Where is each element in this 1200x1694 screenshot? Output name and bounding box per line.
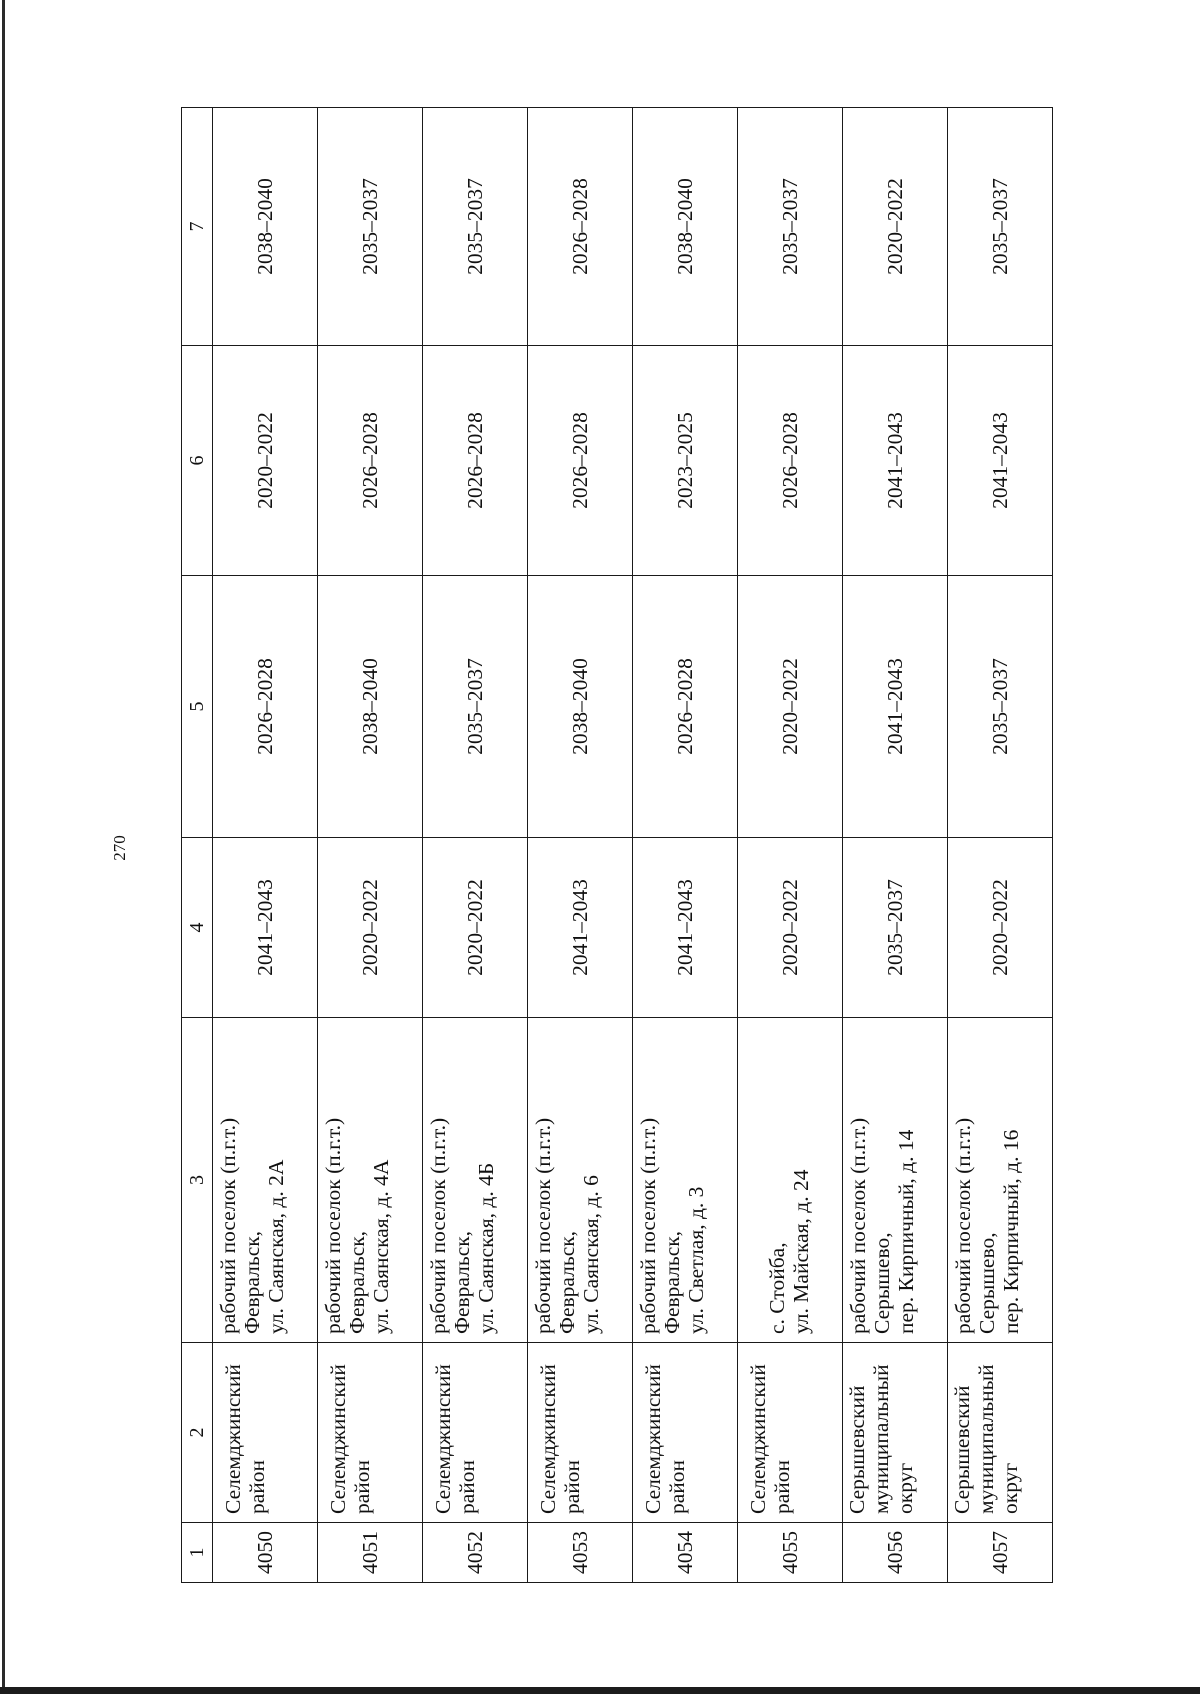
row-number: 4057 [948,1523,1053,1583]
period-cell-col5: 2020–2022 [738,576,843,838]
period-cell-col5: 2038–2040 [318,576,423,838]
row-number: 4056 [843,1523,948,1583]
period-cell-col7: 2035–2037 [423,108,528,346]
table-row [738,108,843,1583]
address-cell [423,1018,528,1343]
address-line: рабочий поселок (п.г.т.) [216,1117,240,1334]
period-cell-col6: 2026–2028 [528,346,633,576]
district-line: округ [893,1462,918,1514]
district-line: Селемджинский [326,1364,350,1514]
district-line: Серышевский [950,1385,974,1514]
period-cell-col7: 2020–2022 [843,108,948,346]
table-row [318,108,423,1583]
table-row [948,108,1053,1583]
district-line: район [665,1459,690,1514]
address-line: ул. Саянская, д. 2А [264,1159,289,1334]
period-cell-col6: 2026–2028 [318,346,423,576]
district-cell [738,1343,843,1523]
schedule-table [181,107,1053,1583]
address-cell [528,1018,633,1343]
period-cell-col4: 2020–2022 [738,838,843,1018]
header-cell: 6 [182,346,213,576]
scan-edge-bottom [0,1687,1200,1694]
period-cell-col7: 2038–2040 [633,108,738,346]
district-cell [318,1343,423,1523]
district-cell [843,1343,948,1523]
district-line: район [455,1459,480,1514]
period-cell-col5: 2035–2037 [423,576,528,838]
district-line: Селемджинский [641,1364,665,1514]
header-cell: 1 [182,1523,213,1583]
address-line: Февральск, [240,1230,265,1334]
period-cell-col5: 2038–2040 [528,576,633,838]
address-cell [213,1018,318,1343]
page-number: 270 [110,835,129,861]
district-line: район [560,1459,585,1514]
address-line: Февральск, [555,1230,580,1334]
address-line: ул. Светлая, д. 3 [684,1186,709,1334]
table-row [528,108,633,1583]
district-line: район [770,1459,795,1514]
address-line: с. Стойба, [765,1242,790,1334]
period-cell-col6: 2023–2025 [633,346,738,576]
period-cell-col6: 2026–2028 [738,346,843,576]
period-cell-col7: 2035–2037 [948,108,1053,346]
address-line: ул. Саянская, д. 6 [579,1175,604,1334]
period-cell-col4: 2041–2043 [633,838,738,1018]
row-number: 4050 [213,1523,318,1583]
address-line: пер. Кирпичный, д. 16 [999,1129,1024,1334]
address-line: Серышево, [870,1232,895,1334]
period-cell-col7: 2035–2037 [318,108,423,346]
district-cell [528,1343,633,1523]
address-line: рабочий поселок (п.г.т.) [426,1117,450,1334]
period-cell-col4: 2041–2043 [213,838,318,1018]
period-cell-col5: 2026–2028 [633,576,738,838]
period-cell-col4: 2020–2022 [948,838,1053,1018]
district-line: район [350,1459,375,1514]
period-cell-col4: 2035–2037 [843,838,948,1018]
scan-edge-left [2,0,5,1694]
address-line: пер. Кирпичный, д. 14 [894,1129,919,1334]
period-cell-col5: 2041–2043 [843,576,948,838]
row-number: 4051 [318,1523,423,1583]
address-line: ул. Майская, д. 24 [789,1169,814,1334]
district-cell [213,1343,318,1523]
address-line: рабочий поселок (п.г.т.) [321,1117,345,1334]
address-line [741,1026,765,1334]
table-row [843,108,948,1583]
header-cell: 2 [182,1343,213,1523]
address-line: Февральск, [345,1230,370,1334]
district-cell [423,1343,528,1523]
table-row [213,108,318,1583]
period-cell-col7: 2035–2037 [738,108,843,346]
address-cell [738,1018,843,1343]
header-cell: 3 [182,1018,213,1343]
header-cell: 4 [182,838,213,1018]
address-line: рабочий поселок (п.г.т.) [636,1117,660,1334]
row-number: 4054 [633,1523,738,1583]
period-cell-col6: 2041–2043 [843,346,948,576]
address-cell [318,1018,423,1343]
header-cell: 5 [182,576,213,838]
address-line: ул. Саянская, д. 4А [369,1159,394,1334]
address-cell [633,1018,738,1343]
period-cell-col7: 2026–2028 [528,108,633,346]
period-cell-col7: 2038–2040 [213,108,318,346]
table-row [423,108,528,1583]
period-cell-col4: 2020–2022 [423,838,528,1018]
district-line: Селемджинский [221,1364,245,1514]
header-cell: 7 [182,108,213,346]
table-row [633,108,738,1583]
address-cell [843,1018,948,1343]
address-line: Февральск, [660,1230,685,1334]
address-cell [948,1018,1053,1343]
district-line: Серышевский [845,1385,869,1514]
header-row [182,108,213,1583]
period-cell-col6: 2026–2028 [423,346,528,576]
period-cell-col5: 2035–2037 [948,576,1053,838]
period-cell-col6: 2041–2043 [948,346,1053,576]
district-line: муниципальный [974,1364,999,1514]
row-number: 4052 [423,1523,528,1583]
district-line: Селемджинский [536,1364,560,1514]
address-line: Февральск, [450,1230,475,1334]
period-cell-col6: 2020–2022 [213,346,318,576]
district-cell [633,1343,738,1523]
district-line: Селемджинский [746,1364,770,1514]
address-line: ул. Саянская, д. 4Б [474,1162,499,1334]
table-container [181,108,1053,1583]
district-line: Селемджинский [431,1364,455,1514]
row-number: 4055 [738,1523,843,1583]
period-cell-col4: 2020–2022 [318,838,423,1018]
district-line: округ [998,1462,1023,1514]
period-cell-col5: 2026–2028 [213,576,318,838]
district-cell [948,1343,1053,1523]
period-cell-col4: 2041–2043 [528,838,633,1018]
address-line: Серышево, [975,1232,1000,1334]
address-line: рабочий поселок (п.г.т.) [531,1117,555,1334]
district-line: муниципальный [869,1364,894,1514]
address-line: рабочий поселок (п.г.т.) [951,1117,975,1334]
address-line: рабочий поселок (п.г.т.) [846,1117,870,1334]
row-number: 4053 [528,1523,633,1583]
district-line: район [245,1459,270,1514]
rotated-table-frame [181,108,1053,1583]
